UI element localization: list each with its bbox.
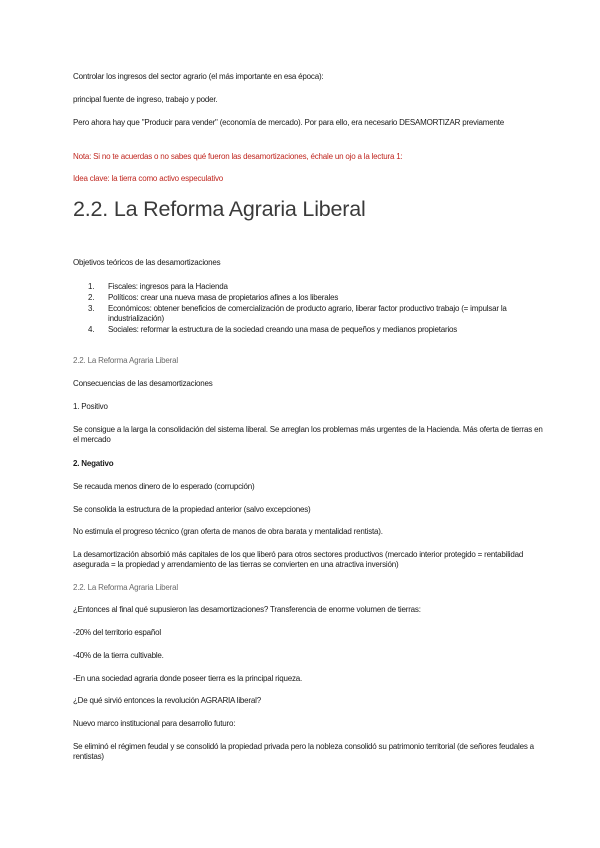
list-item bbox=[88, 325, 528, 335]
list-number: 2. bbox=[88, 293, 95, 302]
positivo-label: 1. Positivo bbox=[73, 402, 108, 411]
negativo-item-capitales: La desamortización absorbió más capitales de los que liberó para otros sectores productivos (mercado interior protegido = rentabilidad asegurada = la propiedad y arrendamiento de las tierras se convierten en una atractiva inversión) bbox=[73, 550, 524, 569]
negativo-label: 2. Negativo bbox=[73, 459, 114, 468]
list-item bbox=[88, 304, 528, 324]
note-desamortizaciones: Nota: Si no te acuerdas o no sabes qué fueron las desamortizaciones, échale un ojo a la lectura 1: bbox=[73, 152, 403, 161]
conclusion-paragraph: Se eliminó el régimen feudal y se consolidó la propiedad privada pero la nobleza consolidó su patrimonio territorial (de señores feudales a rentistas) bbox=[73, 742, 534, 761]
bullet-tierra-cultivable: -40% de la tierra cultivable. bbox=[73, 651, 164, 660]
key-idea: Idea clave: la tierra como activo especulativo bbox=[73, 174, 223, 183]
question-revolucion: ¿De qué sirvió entonces la revolución AGRARIA liberal? bbox=[73, 696, 261, 705]
list-text: Económicos: obtener beneficios de comercialización de producto agrario, liberar factor productivo trabajo (= impulsar la industrialización) bbox=[108, 304, 507, 323]
positivo-text: Se consigue a la larga la consolidación del sistema liberal. Se arreglan los problemas más urgentes de la Hacienda. Más oferta de tierras en el mercado bbox=[73, 425, 543, 444]
list-text: Sociales: reformar la estructura de la sociedad creando una masa de pequeños y medianos propietarios bbox=[108, 325, 458, 334]
list-number: 3. bbox=[88, 304, 95, 313]
list-item bbox=[88, 293, 528, 303]
list-text: Fiscales: ingresos para la Hacienda bbox=[108, 282, 228, 291]
paragraph-control-ingresos: Controlar los ingresos del sector agrario (el más importante en esa época): bbox=[73, 72, 324, 81]
objetivos-heading: Objetivos teóricos de las desamortizaciones bbox=[73, 258, 221, 267]
paragraph-fuente-ingreso: principal fuente de ingreso, trabajo y poder. bbox=[73, 95, 218, 104]
paragraph-producir-vender: Pero ahora hay que "Producir para vender" (economía de mercado). Por para ello, era necesario DESAMORTIZAR previamente bbox=[73, 118, 505, 127]
running-header: 2.2. La Reforma Agraria Liberal bbox=[73, 356, 178, 365]
list-text: Políticos: crear una nueva masa de propietarios afines a los liberales bbox=[108, 293, 339, 302]
nuevo-marco: Nuevo marco institucional para desarrollo futuro: bbox=[73, 719, 236, 728]
negativo-item-estructura: Se consolida la estructura de la propiedad anterior (salvo excepciones) bbox=[73, 505, 311, 514]
section-title: 2.2. La Reforma Agraria Liberal bbox=[73, 197, 366, 221]
bullet-sociedad-agraria: -En una sociedad agraria donde poseer tierra es la principal riqueza. bbox=[73, 674, 303, 683]
running-header: 2.2. La Reforma Agraria Liberal bbox=[73, 583, 178, 592]
bullet-territorio: -20% del territorio español bbox=[73, 628, 161, 637]
list-number: 1. bbox=[88, 282, 95, 291]
list-item bbox=[88, 282, 528, 292]
negativo-item-corrupcion: Se recauda menos dinero de lo esperado (corrupción) bbox=[73, 482, 255, 491]
consecuencias-heading: Consecuencias de las desamortizaciones bbox=[73, 379, 213, 388]
list-number: 4. bbox=[88, 325, 95, 334]
question-desamortizaciones: ¿Entonces al final qué supusieron las desamortizaciones? Transferencia de enorme volumen de tierras: bbox=[73, 605, 421, 614]
negativo-item-progreso: No estimula el progreso técnico (gran oferta de manos de obra barata y mentalidad rentista). bbox=[73, 527, 383, 536]
objetivos-list bbox=[88, 282, 528, 336]
